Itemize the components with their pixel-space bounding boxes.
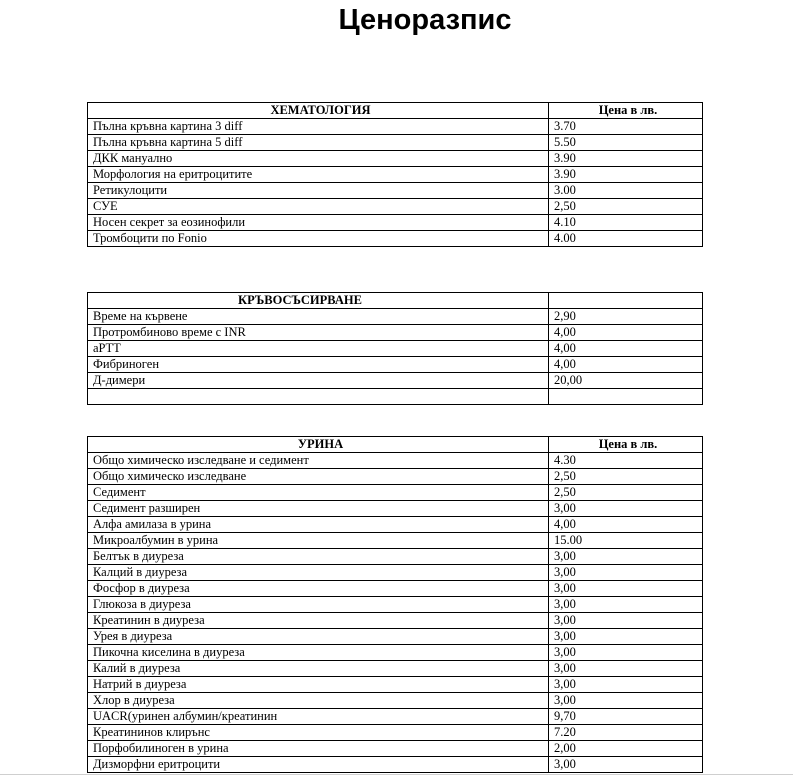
- test-name-cell: СУЕ: [88, 199, 549, 215]
- test-name-cell: Дизморфни еритроцити: [88, 757, 549, 773]
- table-row: [88, 231, 703, 247]
- test-name-cell: Алфа амилаза в урина: [88, 517, 549, 533]
- test-name-cell: Порфобилиноген в урина: [88, 741, 549, 757]
- price-cell: 4,00: [549, 517, 703, 533]
- price-cell: 4,00: [549, 325, 703, 341]
- section-header: УРИНА: [88, 437, 549, 453]
- price-cell: 3,00: [549, 581, 703, 597]
- test-name-cell: Пикочна киселина в диуреза: [88, 645, 549, 661]
- table-row: [88, 613, 703, 629]
- test-name-cell: Пълна кръвна картина 3 diff: [88, 119, 549, 135]
- price-cell: 2,50: [549, 469, 703, 485]
- test-name-cell: Фибриноген: [88, 357, 549, 373]
- price-cell: 3,00: [549, 693, 703, 709]
- price-cell: 3,00: [549, 565, 703, 581]
- test-name-cell: Тромбоцити по Fonio: [88, 231, 549, 247]
- price-cell: 3,00: [549, 757, 703, 773]
- test-name-cell: Протромбиново време с INR: [88, 325, 549, 341]
- price-cell: 4.00: [549, 231, 703, 247]
- price-cell: 3,00: [549, 501, 703, 517]
- test-name-cell: Калций в диуреза: [88, 565, 549, 581]
- price-cell: 15.00: [549, 533, 703, 549]
- table-header-row: [88, 437, 703, 453]
- table-header-row: [88, 293, 703, 309]
- coagulation-price-table: [87, 292, 703, 405]
- price-cell: 4,00: [549, 341, 703, 357]
- table-row: [88, 341, 703, 357]
- urine-price-table: [87, 436, 703, 773]
- test-name-cell: Хлор в диуреза: [88, 693, 549, 709]
- test-name-cell: UACR(уринен албумин/креатинин: [88, 709, 549, 725]
- price-column-header: [549, 293, 703, 309]
- price-cell: 4.10: [549, 215, 703, 231]
- table-row: [88, 485, 703, 501]
- test-name-cell: Натрий в диуреза: [88, 677, 549, 693]
- test-name-cell: [88, 389, 549, 405]
- test-name-cell: Урея в диуреза: [88, 629, 549, 645]
- page-bottom-divider: [0, 774, 793, 775]
- price-cell: 3.00: [549, 183, 703, 199]
- price-cell: 3,00: [549, 677, 703, 693]
- price-cell: 3.70: [549, 119, 703, 135]
- table-row: [88, 581, 703, 597]
- price-column-header: Цена в лв.: [549, 103, 703, 119]
- test-name-cell: Креатинин в диуреза: [88, 613, 549, 629]
- table-row: [88, 757, 703, 773]
- test-name-cell: Носен секрет за еозинофили: [88, 215, 549, 231]
- test-name-cell: Микроалбумин в урина: [88, 533, 549, 549]
- price-cell: [549, 389, 703, 405]
- test-name-cell: Време на кървене: [88, 309, 549, 325]
- test-name-cell: Седимент разширен: [88, 501, 549, 517]
- price-cell: 3,00: [549, 661, 703, 677]
- table-row: [88, 677, 703, 693]
- price-cell: 3,00: [549, 645, 703, 661]
- test-name-cell: ДКК мануално: [88, 151, 549, 167]
- price-cell: 4.30: [549, 453, 703, 469]
- table-header-row: [88, 103, 703, 119]
- test-name-cell: Ретикулоцити: [88, 183, 549, 199]
- table-row: [88, 565, 703, 581]
- price-cell: 7.20: [549, 725, 703, 741]
- table-row: [88, 309, 703, 325]
- price-cell: 9,70: [549, 709, 703, 725]
- table-row: [88, 119, 703, 135]
- table-row: [88, 501, 703, 517]
- price-cell: 2,90: [549, 309, 703, 325]
- test-name-cell: Д-димери: [88, 373, 549, 389]
- test-name-cell: Глюкоза в диуреза: [88, 597, 549, 613]
- price-cell: 2,50: [549, 199, 703, 215]
- table-row: [88, 183, 703, 199]
- table-row: [88, 199, 703, 215]
- price-cell: 4,00: [549, 357, 703, 373]
- table-row: [88, 167, 703, 183]
- table-row: [88, 709, 703, 725]
- table-row: [88, 453, 703, 469]
- test-name-cell: Пълна кръвна картина 5 diff: [88, 135, 549, 151]
- table-row: [88, 597, 703, 613]
- test-name-cell: Белтък в диуреза: [88, 549, 549, 565]
- table-row: [88, 325, 703, 341]
- table-row: [88, 469, 703, 485]
- section-header: КРЪВОСЪСИРВАНЕ: [88, 293, 549, 309]
- table-row: [88, 661, 703, 677]
- table-row: [88, 215, 703, 231]
- table-row: [88, 389, 703, 405]
- page-title: Ценоразпис: [338, 4, 512, 36]
- price-cell: 2,00: [549, 741, 703, 757]
- test-name-cell: Седимент: [88, 485, 549, 501]
- table-row: [88, 645, 703, 661]
- table-row: [88, 151, 703, 167]
- table-row: [88, 135, 703, 151]
- table-row: [88, 725, 703, 741]
- section-header: ХЕМАТОЛОГИЯ: [88, 103, 549, 119]
- table-row: [88, 373, 703, 389]
- test-name-cell: Фосфор в диуреза: [88, 581, 549, 597]
- price-cell: 2,50: [549, 485, 703, 501]
- table-row: [88, 533, 703, 549]
- hematology-price-table: [87, 102, 703, 247]
- table-row: [88, 629, 703, 645]
- price-cell: 3,00: [549, 549, 703, 565]
- price-column-header: Цена в лв.: [549, 437, 703, 453]
- price-cell: 3,00: [549, 629, 703, 645]
- table-row: [88, 693, 703, 709]
- test-name-cell: Калий в диуреза: [88, 661, 549, 677]
- price-cell: 3,00: [549, 613, 703, 629]
- test-name-cell: Морфология на еритроцитите: [88, 167, 549, 183]
- table-row: [88, 549, 703, 565]
- price-cell: 5.50: [549, 135, 703, 151]
- test-name-cell: Общо химическо изследване и седимент: [88, 453, 549, 469]
- table-row: [88, 741, 703, 757]
- test-name-cell: aPTT: [88, 341, 549, 357]
- table-row: [88, 517, 703, 533]
- test-name-cell: Общо химическо изследване: [88, 469, 549, 485]
- price-cell: 3.90: [549, 167, 703, 183]
- price-cell: 20,00: [549, 373, 703, 389]
- price-cell: 3.90: [549, 151, 703, 167]
- test-name-cell: Креатининов клирънс: [88, 725, 549, 741]
- table-row: [88, 357, 703, 373]
- price-cell: 3,00: [549, 597, 703, 613]
